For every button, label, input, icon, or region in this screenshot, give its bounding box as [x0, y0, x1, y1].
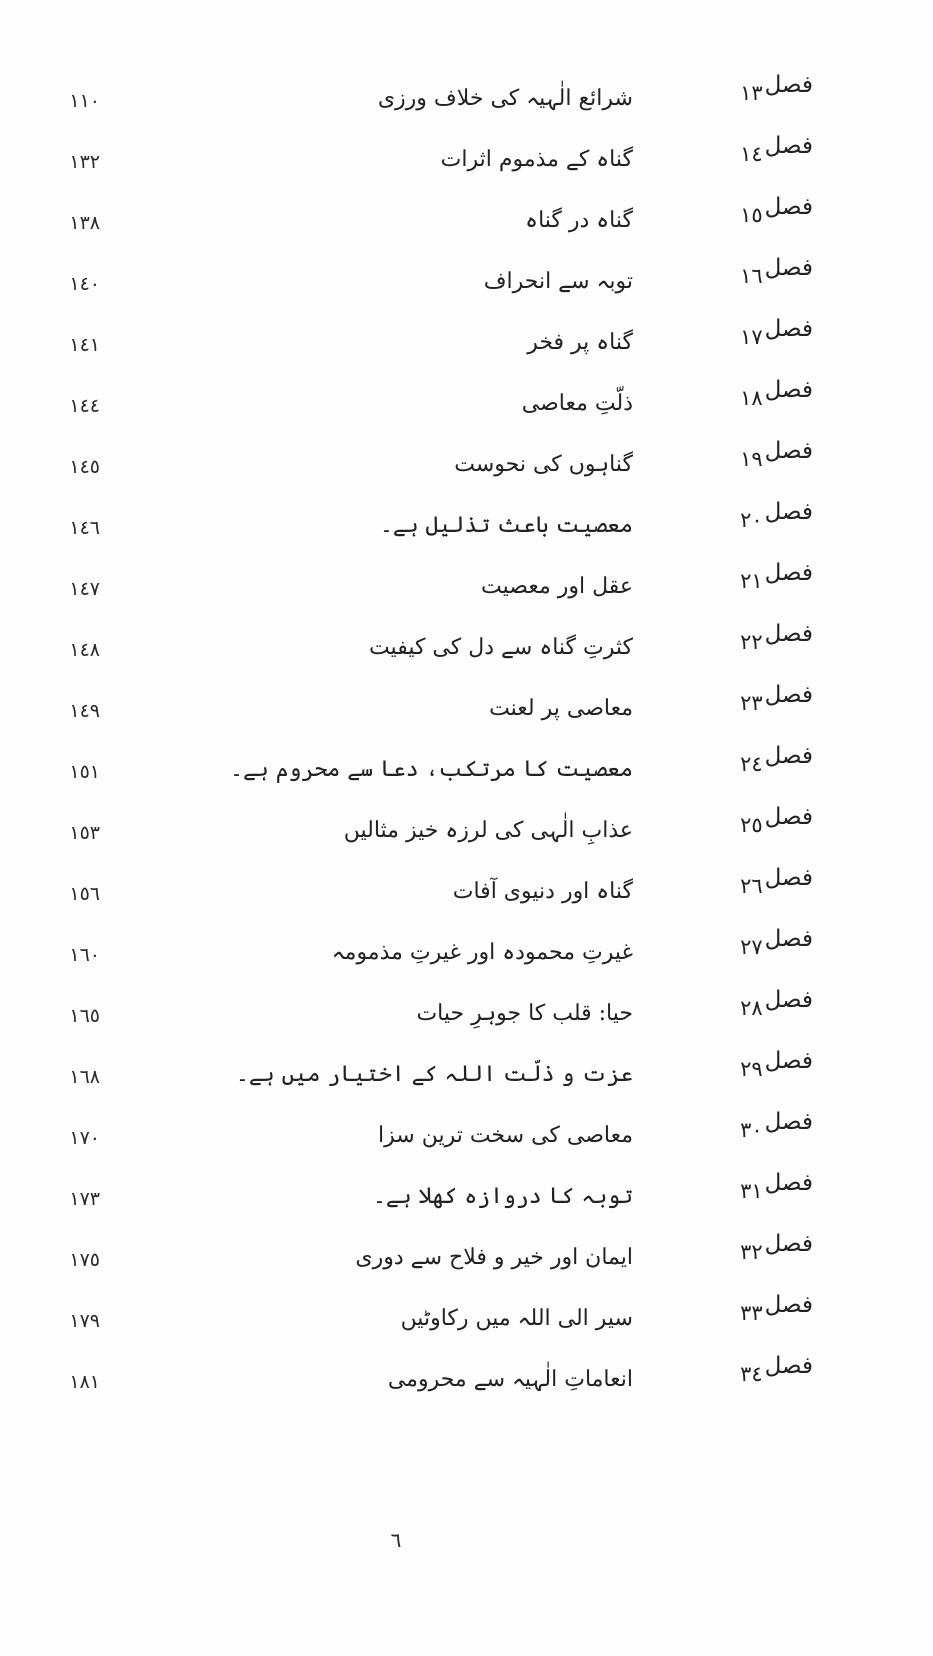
chapter-title: گناہ در گناہ: [525, 208, 633, 233]
page-number: ١٤٦: [69, 517, 100, 539]
chapter-label: [740, 804, 813, 841]
chapter-number: ٢٨: [740, 996, 763, 1020]
page-number: ١٣٨: [69, 212, 100, 234]
page-number: ١٧٥: [69, 1249, 100, 1271]
toc-entry[interactable]: [0, 1353, 933, 1414]
chapter-word: فصل: [764, 621, 813, 647]
toc-entry[interactable]: [0, 72, 933, 133]
chapter-number: ٢٢: [740, 630, 763, 654]
page-number: ١٤٠: [69, 273, 100, 295]
page-number: ١٧٠: [69, 1127, 100, 1149]
chapter-title: معصیت باعث تذلیل ہے۔: [379, 513, 633, 538]
chapter-word: فصل: [764, 194, 813, 220]
chapter-number: ١٦: [740, 264, 763, 288]
chapter-title: گناہوں کی نحوست: [454, 452, 633, 477]
toc-entry[interactable]: [0, 194, 933, 255]
chapter-number: ٢٦: [740, 874, 763, 898]
chapter-word: فصل: [764, 682, 813, 708]
chapter-word: فصل: [764, 1292, 813, 1318]
toc-entry[interactable]: [0, 133, 933, 194]
chapter-title: گناہ اور دنیوی آفات: [452, 879, 633, 904]
chapter-number: ٢١: [740, 569, 763, 593]
toc-entry[interactable]: [0, 1231, 933, 1292]
toc-entry[interactable]: [0, 621, 933, 682]
chapter-number: ٢٥: [740, 813, 763, 837]
chapter-title: معاصی پر لعنت: [489, 696, 633, 721]
chapter-title: عزت و ذلّت اللہ کے اختیار میں ہے۔: [236, 1062, 633, 1087]
chapter-word: فصل: [764, 438, 813, 464]
page-number: ١٦٥: [69, 1005, 100, 1027]
chapter-word: فصل: [764, 1170, 813, 1196]
toc-entry[interactable]: [0, 1292, 933, 1353]
toc-entry[interactable]: [0, 560, 933, 621]
chapter-label: [740, 133, 813, 170]
chapter-number: ١٣: [740, 81, 763, 105]
toc-entry[interactable]: [0, 682, 933, 743]
page-number: ١١٠: [69, 90, 100, 112]
toc-entry[interactable]: [0, 987, 933, 1048]
toc-entry[interactable]: [0, 438, 933, 499]
chapter-number: ٣٤: [740, 1362, 763, 1386]
chapter-title: توبہ سے انحراف: [483, 269, 633, 294]
chapter-label: [740, 194, 813, 231]
chapter-label: [740, 1292, 813, 1329]
chapter-title: ذلّتِ معاصی: [521, 391, 633, 416]
toc-entry[interactable]: [0, 255, 933, 316]
chapter-title: غیرتِ محمودہ اور غیرتِ مذمومہ: [331, 940, 633, 965]
page-number: ١٤٧: [69, 578, 100, 600]
chapter-number: ١٤: [740, 142, 763, 166]
chapter-title: حیا: قلب کا جوہرِ حیات: [416, 1001, 633, 1026]
chapter-number: ٢٤: [740, 752, 763, 776]
chapter-label: [740, 1109, 813, 1146]
chapter-label: [740, 255, 813, 292]
chapter-label: [740, 743, 813, 780]
chapter-label: [740, 987, 813, 1024]
chapter-word: فصل: [764, 255, 813, 281]
chapter-number: ٢٩: [740, 1057, 763, 1081]
chapter-title: معصیت کا مرتکب، دعا سے محروم ہے۔: [230, 757, 633, 782]
chapter-title: عذابِ الٰہی کی لرزہ خیز مثالیں: [343, 818, 633, 843]
chapter-word: فصل: [764, 804, 813, 830]
page-number: ١٤١: [69, 334, 100, 356]
chapter-word: فصل: [764, 133, 813, 159]
table-of-contents: [0, 72, 933, 1414]
chapter-label: [740, 1231, 813, 1268]
chapter-word: فصل: [764, 1231, 813, 1257]
page-number: ١٤٨: [69, 639, 100, 661]
chapter-number: ١٥: [740, 203, 763, 227]
chapter-word: فصل: [764, 926, 813, 952]
chapter-number: ٣١: [740, 1179, 763, 1203]
chapter-number: ١٧: [740, 325, 763, 349]
toc-entry[interactable]: [0, 316, 933, 377]
page-number: ١٣٢: [69, 151, 100, 173]
chapter-word: فصل: [764, 1353, 813, 1379]
page-number: ١٤٤: [69, 395, 100, 417]
chapter-word: فصل: [764, 987, 813, 1013]
chapter-word: فصل: [764, 499, 813, 525]
page-number: ١٧٣: [69, 1188, 100, 1210]
chapter-label: [740, 621, 813, 658]
page-number: ١٦٨: [69, 1066, 100, 1088]
chapter-number: ٣٢: [740, 1240, 763, 1264]
page-folio-number: ٦: [390, 1528, 402, 1552]
page-number: ١٥١: [69, 761, 100, 783]
chapter-title: توبہ کا دروازہ کھلا ہے۔: [372, 1184, 633, 1209]
chapter-title: انعاماتِ الٰہیہ سے محرومی: [387, 1367, 633, 1392]
toc-entry[interactable]: [0, 499, 933, 560]
toc-entry[interactable]: [0, 1109, 933, 1170]
chapter-label: [740, 1048, 813, 1085]
chapter-number: ١٩: [740, 447, 763, 471]
page-number: ١٤٥: [69, 456, 100, 478]
chapter-number: ٢٧: [740, 935, 763, 959]
chapter-title: عقل اور معصیت: [481, 574, 633, 599]
chapter-word: فصل: [764, 1048, 813, 1074]
chapter-word: فصل: [764, 377, 813, 403]
page-number: ١٥٦: [69, 883, 100, 905]
chapter-number: ٣٠: [740, 1118, 763, 1142]
chapter-title: گناہ کے مذموم اثرات: [440, 147, 633, 172]
chapter-label: [740, 560, 813, 597]
toc-entry[interactable]: [0, 743, 933, 804]
toc-entry[interactable]: [0, 1170, 933, 1231]
chapter-word: فصل: [764, 560, 813, 586]
chapter-title: معاصی کی سخت ترین سزا: [378, 1123, 633, 1148]
page-number: ١٦٠: [69, 944, 100, 966]
chapter-number: ٢٠: [740, 508, 763, 532]
page-number: ١٨١: [69, 1371, 100, 1393]
chapter-word: فصل: [764, 72, 813, 98]
chapter-title: کثرتِ گناہ سے دل کی کیفیت: [368, 635, 633, 660]
chapter-label: [740, 316, 813, 353]
chapter-title: ایمان اور خیر و فلاح سے دوری: [355, 1245, 633, 1270]
chapter-label: [740, 682, 813, 719]
chapter-label: [740, 72, 813, 109]
toc-entry[interactable]: [0, 377, 933, 438]
page-number: ١٧٩: [69, 1310, 100, 1332]
toc-entry[interactable]: [0, 1048, 933, 1109]
chapter-label: [740, 499, 813, 536]
toc-entry[interactable]: [0, 865, 933, 926]
chapter-title: شرائع الٰہیہ کی خلاف ورزی: [377, 86, 633, 111]
chapter-number: ١٨: [740, 386, 763, 410]
chapter-word: فصل: [764, 743, 813, 769]
chapter-label: [740, 926, 813, 963]
chapter-label: [740, 438, 813, 475]
chapter-label: [740, 865, 813, 902]
chapter-label: [740, 1353, 813, 1390]
chapter-word: فصل: [764, 316, 813, 342]
chapter-title: گناہ پر فخر: [527, 330, 633, 355]
chapter-label: [740, 1170, 813, 1207]
chapter-title: سیر الی اللہ میں رکاوٹیں: [400, 1306, 633, 1331]
page-number: ١٤٩: [69, 700, 100, 722]
toc-entry[interactable]: [0, 926, 933, 987]
page-number: ١٥٣: [69, 822, 100, 844]
chapter-word: فصل: [764, 1109, 813, 1135]
chapter-label: [740, 377, 813, 414]
toc-entry[interactable]: [0, 804, 933, 865]
chapter-number: ٢٣: [740, 691, 763, 715]
chapter-number: ٣٣: [740, 1301, 763, 1325]
chapter-word: فصل: [764, 865, 813, 891]
